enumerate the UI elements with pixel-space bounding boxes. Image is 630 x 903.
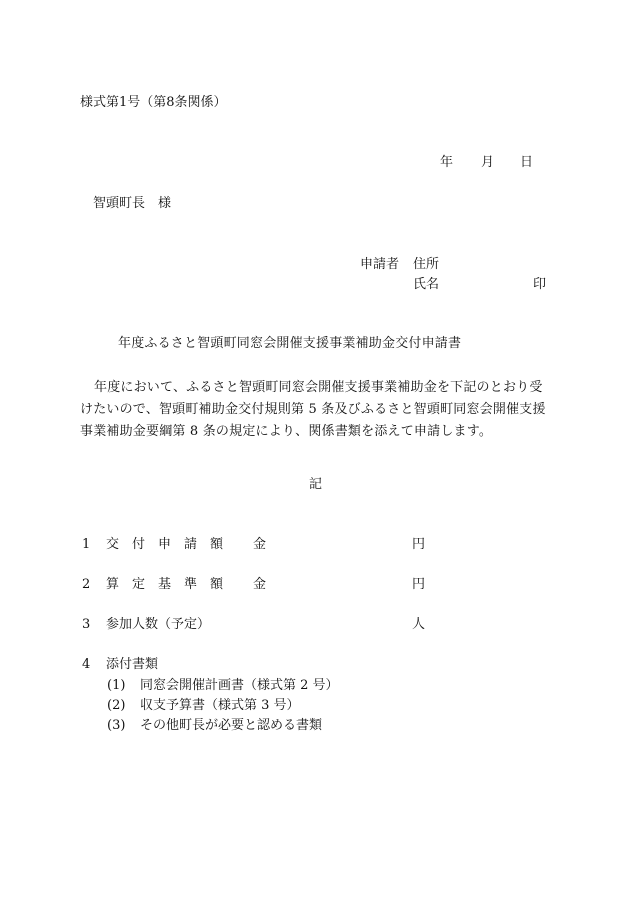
attachments-label: 添付書類 — [106, 657, 159, 672]
address-label: 住所 — [413, 257, 440, 272]
ki-heading: 記 — [309, 477, 323, 492]
item-label: 参加人数（予定） — [106, 617, 211, 632]
attachment-number: (1) — [107, 678, 126, 693]
item-prefix: 金 — [253, 577, 267, 592]
item-label: 交 付 申 請 額 — [106, 537, 224, 552]
document-title: 年度ふるさと智頭町同窓会開催支援事業補助金交付申請書 — [118, 336, 462, 351]
seal-mark: 印 — [533, 277, 547, 292]
item-unit: 人 — [412, 617, 426, 632]
attachment-text: その他町長が必要と認める書類 — [140, 718, 323, 733]
item-unit: 円 — [412, 537, 426, 552]
form-number: 様式第1号（第8条関係） — [80, 95, 227, 110]
attachment-text: 収支予算書（様式第 3 号） — [140, 698, 300, 713]
date-year-label: 年 — [440, 155, 454, 170]
attachment-number: (2) — [107, 698, 126, 713]
date-month-label: 月 — [481, 155, 495, 170]
item-prefix: 金 — [253, 537, 267, 552]
item-label: 算 定 基 準 額 — [106, 577, 224, 592]
attachments-number: 4 — [82, 657, 91, 672]
applicant-label: 申請者 — [360, 257, 400, 272]
addressee: 智頭町長 様 — [93, 196, 172, 211]
attachment-number: (3) — [107, 718, 126, 733]
item-number: 2 — [82, 577, 91, 592]
item-number: 3 — [82, 617, 91, 632]
attachment-text: 同窓会開催計画書（様式第 2 号） — [140, 678, 339, 693]
body-paragraph: 年度において、ふるさと智頭町同窓会開催支援事業補助金を下記のとおり受けたいので、智頭町補助金交付規則第 5 条及びふるさと智頭町同窓会開催支援事業補助金要綱第 8 条の規定により、関係書類を添えて申請します。 — [80, 380, 546, 439]
name-label: 氏名 — [413, 277, 440, 292]
item-number: 1 — [82, 537, 91, 552]
date-day-label: 日 — [520, 155, 534, 170]
item-unit: 円 — [412, 577, 426, 592]
